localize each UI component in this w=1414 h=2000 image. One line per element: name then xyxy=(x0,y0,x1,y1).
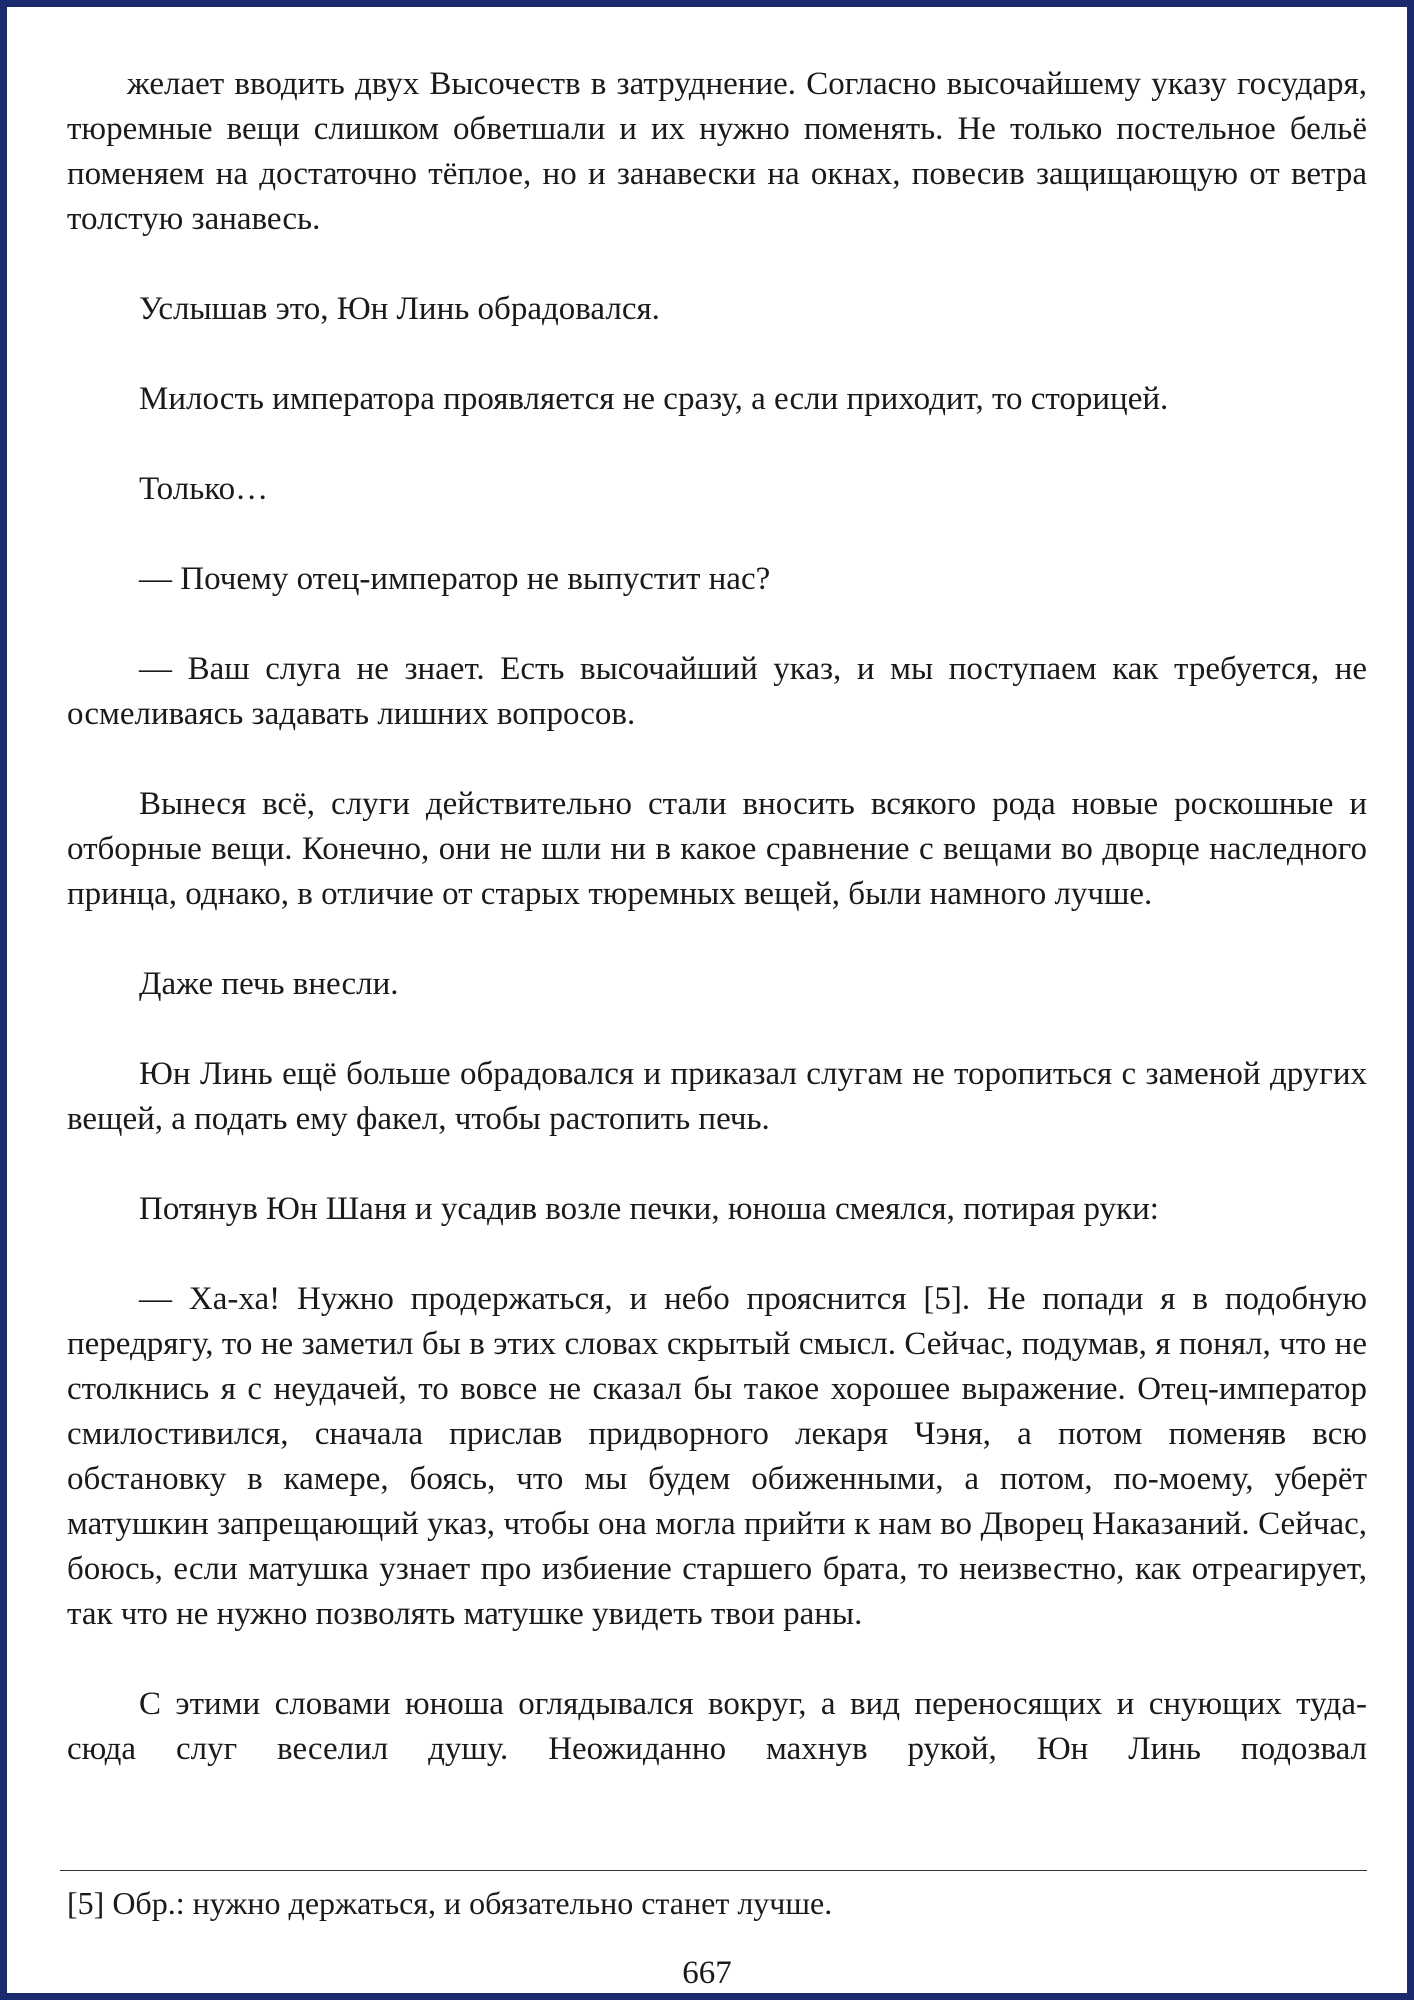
dialogue-paragraph: — Ха-ха! Нужно продержаться, и небо прояснится [5]. Не попади я в подобную передрягу, то не заметил бы в этих словах скрытый смысл. Сейчас, подумав, я понял, что не столкнись я с неудачей, то вовсе не сказал бы такое хорошее выражение. Отец-император смилостивился, сначала прислав придворного лекаря Чэня, а потом поменяв всю обстановку в камере, боясь, что мы будем обиженными, а потом, по-моему, уберёт матушкин запрещающий указ, чтобы она могла прийти к нам во Дворец Наказаний. Сейчас, боюсь, если матушка узнает про избиение старшего брата, то неизвестно, как отреагирует, так что не нужно позволять матушке увидеть твои раны. xyxy=(67,1281,1367,1632)
paragraph: Юн Линь ещё больше обрадовался и приказал слугам не торопиться с заменой других вещей, а подать ему факел, чтобы растопить печь. xyxy=(67,1056,1367,1137)
footnote: [5] Обр.: нужно держаться, и обязательно станет лучше. xyxy=(67,1885,833,1921)
paragraph: Услышав это, Юн Линь обрадовался. xyxy=(139,291,660,327)
dialogue-paragraph: — Почему отец-император не выпустит нас? xyxy=(139,561,771,597)
paragraph-continues-next-page: С этими словами юноша оглядывался вокруг, а вид переносящих и снующих туда-сюда слуг веселил душу. Неожиданно махнув рукой, Юн Линь подозвал xyxy=(67,1686,1367,1767)
page-number: 667 xyxy=(682,1955,732,1991)
paragraph-continued: желает вводить двух Высочеств в затруднение. Согласно высочайшему указу государя, тюремные вещи слишком обветшали и их нужно поменять. Не только постельное бельё поменяем на достаточно тёплое, но и занавески на окнах, повесив защищающую от ветра толстую занавесь. xyxy=(67,66,1367,237)
page-body xyxy=(67,62,1367,1772)
dialogue-paragraph: — Ваш слуга не знает. Есть высочайший указ, и мы поступаем как требуется, не осмеливаясь задавать лишних вопросов. xyxy=(67,651,1367,732)
paragraph: Вынеся всё, слуги действительно стали вносить всякого рода новые роскошные и отборные вещи. Конечно, они не шли ни в какое сравнение с вещами во дворце наследного принца, однако, в отличие от старых тюремных вещей, были намного лучше. xyxy=(67,786,1367,912)
paragraph: Потянув Юн Шаня и усадив возле печки, юноша смеялся, потирая руки: xyxy=(139,1191,1159,1227)
footnote-divider xyxy=(60,1870,1367,1871)
paragraph: Милость императора проявляется не сразу, а если приходит, то сторицей. xyxy=(139,381,1169,417)
paragraph: Даже печь внесли. xyxy=(139,966,399,1002)
paragraph: Только… xyxy=(139,471,269,507)
